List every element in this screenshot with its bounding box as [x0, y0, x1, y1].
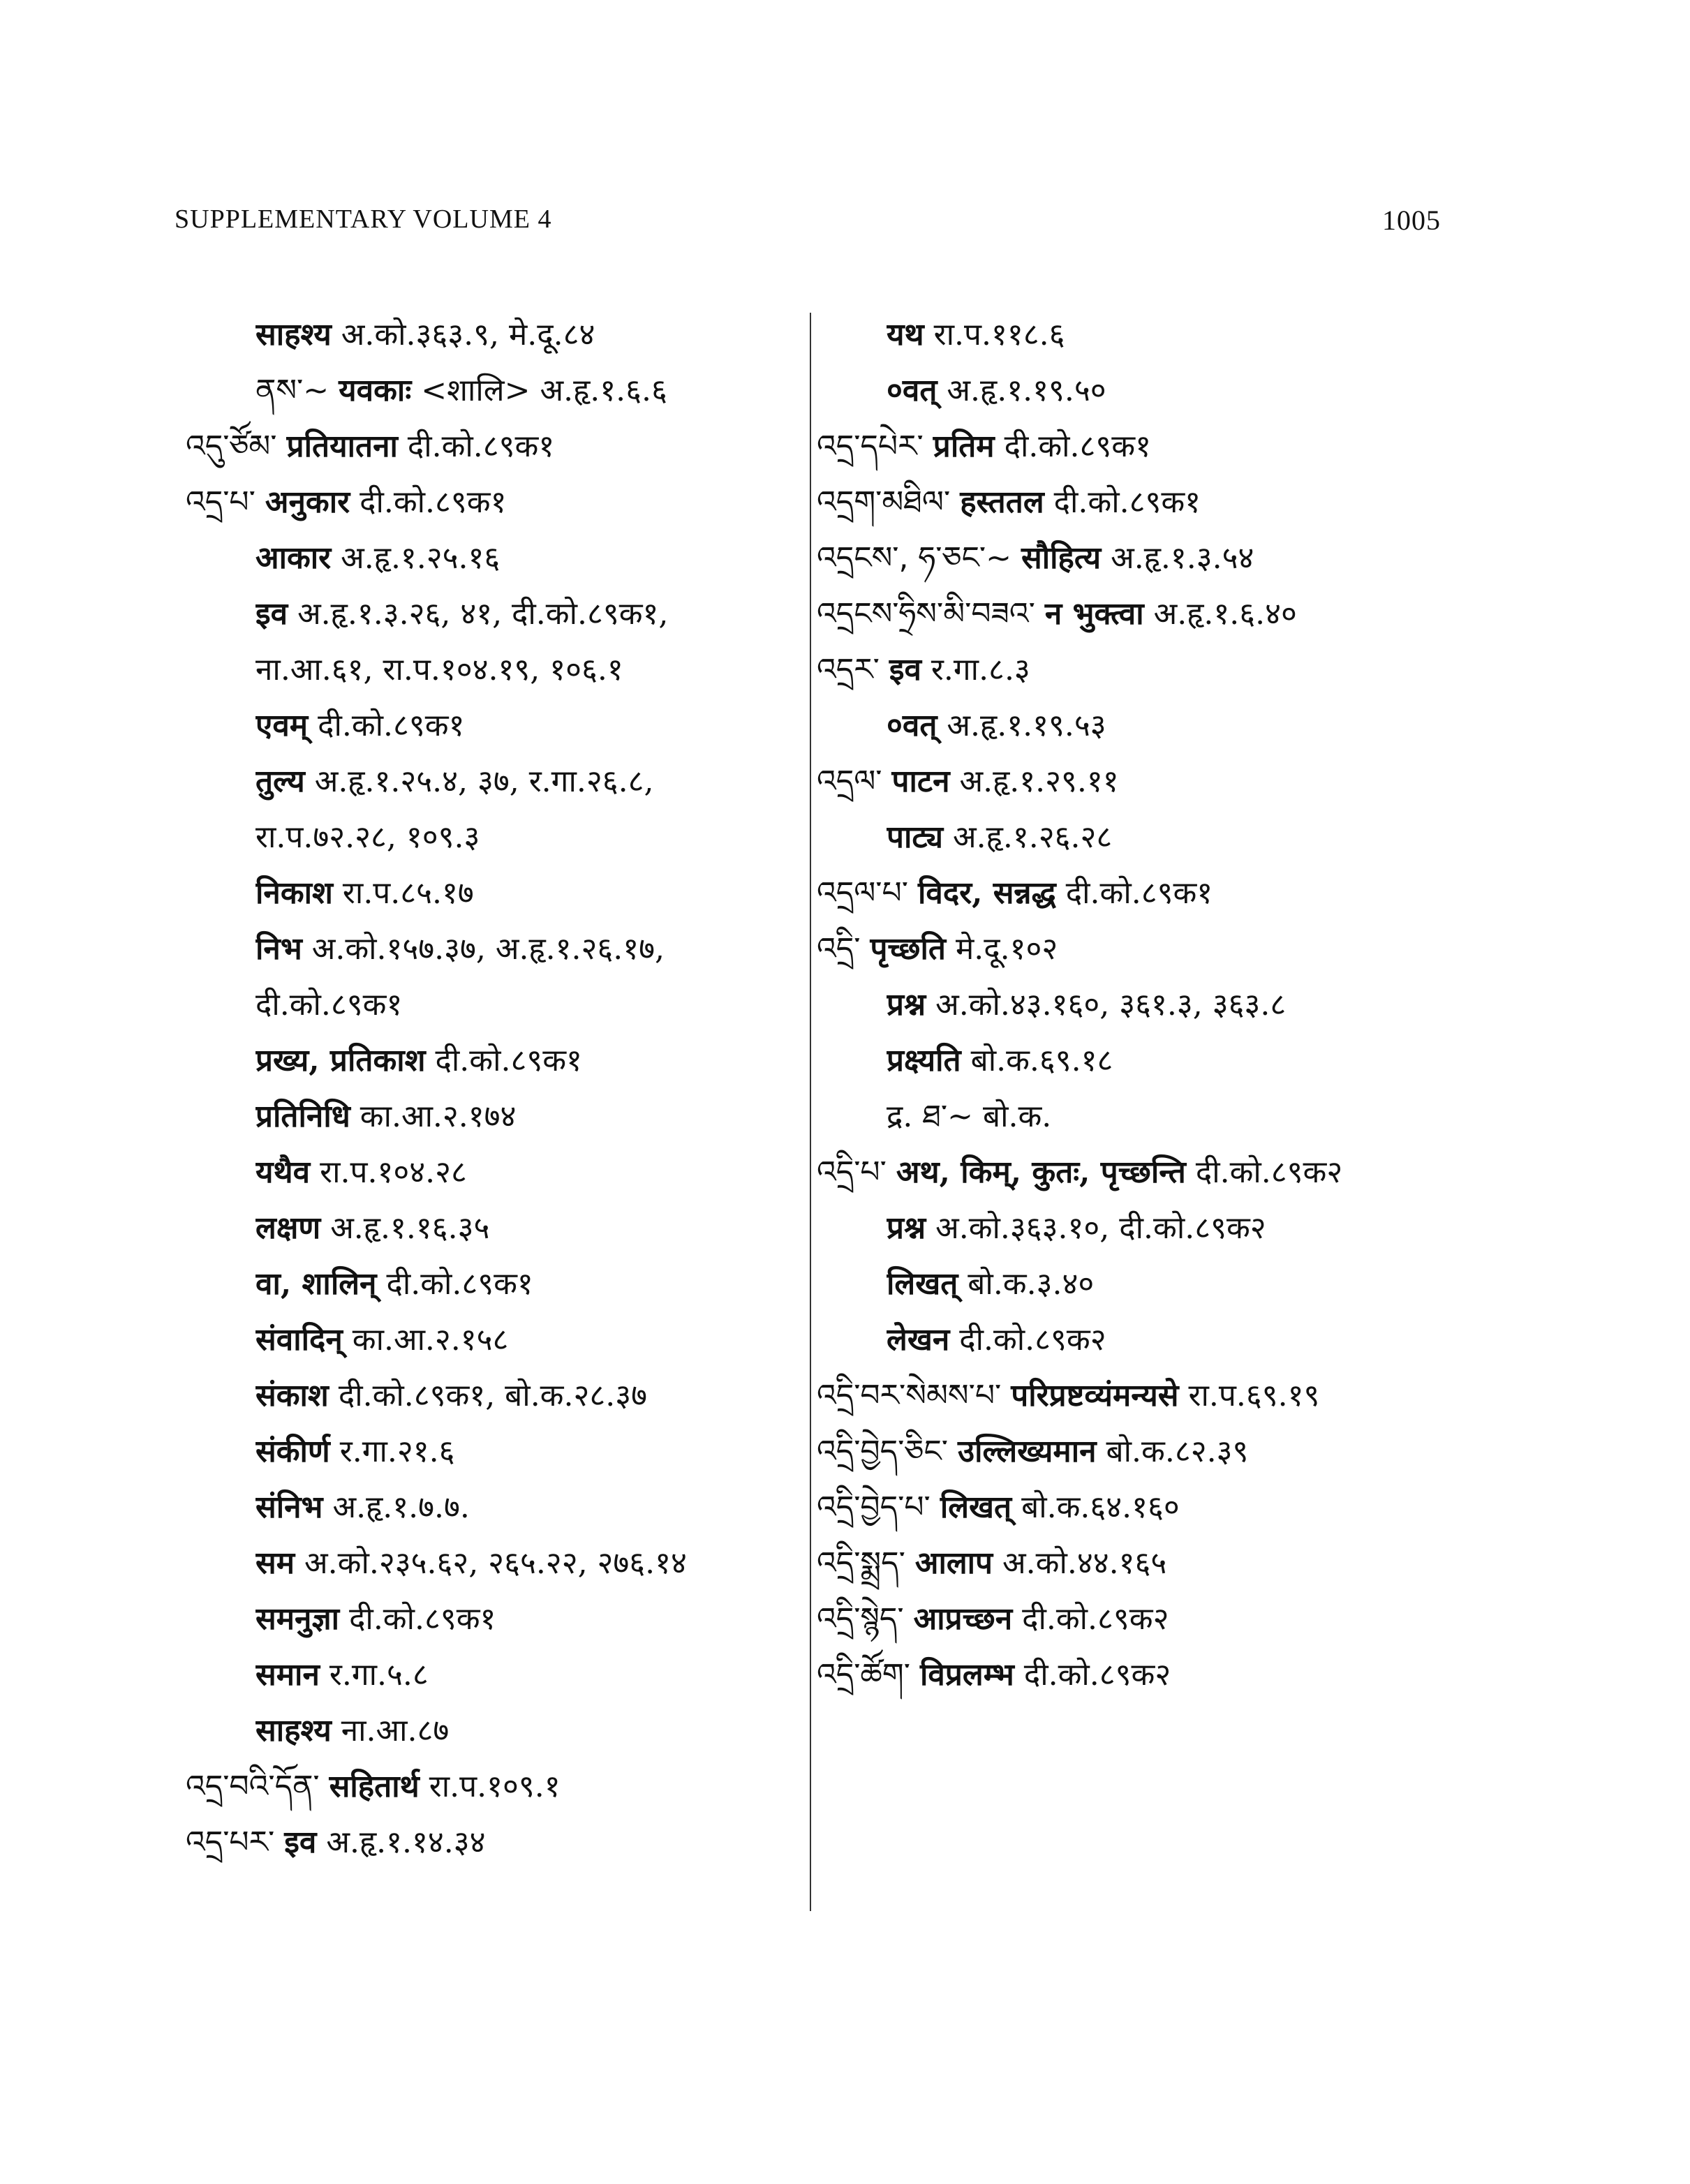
sanskrit-equivalent: ०वत् — [887, 708, 937, 743]
sanskrit-equivalent: यथ — [887, 317, 924, 352]
sense-entry — [887, 1089, 1480, 1145]
tibetan-term: འདྲ་དཔེར་ — [817, 429, 924, 464]
headword-entry — [186, 1759, 849, 1815]
sense-entry — [255, 754, 849, 810]
source-reference: अ.हृ.१.२५.४, ३७, र.गा.२६.८, — [304, 764, 654, 799]
source-reference: रा.प.१०९.१ — [419, 1769, 561, 1804]
sense-entry — [887, 1033, 1480, 1089]
sanskrit-equivalent: पृच्छति — [870, 931, 946, 967]
sense-entry — [255, 642, 849, 698]
sense-entry — [255, 307, 849, 363]
sense-entry — [255, 1536, 849, 1591]
source-reference: अ.हृ.१.१४.३४ — [316, 1825, 486, 1860]
source-reference: मे.दू.१०२ — [945, 931, 1058, 967]
sanskrit-equivalent: सम — [255, 1545, 295, 1581]
sense-entry — [887, 307, 1480, 363]
tibetan-term: འདྲི་བྱེད་ཅིང་ — [817, 1434, 948, 1469]
sanskrit-equivalent: एवम् — [255, 708, 309, 743]
source-reference: रा.प.८५.१७ — [332, 875, 474, 911]
sanskrit-equivalent: हस्ततल — [960, 484, 1044, 520]
sense-entry — [887, 1256, 1480, 1312]
sanskrit-equivalent: साहश्य — [255, 317, 332, 352]
source-reference: अ.हृ.१.६.४० — [1143, 596, 1297, 632]
source-reference: दी.को.८९क१ — [339, 1601, 496, 1637]
source-reference: दी.को.८९क१ — [994, 429, 1151, 464]
headword-entry — [817, 642, 1480, 698]
sanskrit-equivalent: लिखत् — [887, 1266, 958, 1302]
source-reference: अ.को.३६३.९, मे.दू.८४ — [331, 317, 595, 352]
sense-entry — [887, 1312, 1480, 1368]
source-reference: दी.को.८९क२ — [1014, 1657, 1171, 1693]
column-divider — [810, 313, 811, 1911]
source-reference: ना.आ.८७ — [331, 1713, 450, 1748]
tibetan-term: འདྲི་སྙེད་ — [817, 1601, 904, 1637]
sense-entry — [255, 586, 849, 642]
tibetan-term: འདྲི་ཚོག་ — [817, 1657, 910, 1693]
headword-entry — [817, 1368, 1480, 1424]
sense-entry — [255, 866, 849, 921]
sanskrit-equivalent: निभ — [255, 931, 302, 967]
left-column — [186, 307, 849, 1871]
headword-entry — [817, 586, 1480, 642]
running-title: SUPPLEMENTARY VOLUME 4 — [175, 205, 552, 234]
source-reference: र.गा.२१.६ — [329, 1434, 455, 1469]
source-reference: बो.क.६९.१८ — [961, 1043, 1113, 1078]
sanskrit-equivalent: प्रतिनिधि — [255, 1099, 350, 1134]
source-reference: रा.प.११८.६ — [924, 317, 1065, 352]
sense-entry — [255, 1480, 849, 1536]
sanskrit-equivalent: यवकाः — [339, 373, 412, 408]
source-reference: अ.हृ.१.७.७. — [323, 1490, 470, 1525]
sanskrit-equivalent: अथ, किम्, कुतः, पृच्छन्ति — [896, 1154, 1186, 1190]
sanskrit-equivalent: संकीर्ण — [255, 1434, 330, 1469]
sanskrit-equivalent: समान — [255, 1657, 320, 1693]
sense-entry — [255, 363, 849, 419]
headword-entry — [817, 754, 1480, 810]
tibetan-term: འདྲི་བྱེད་པ་ — [817, 1490, 931, 1525]
sanskrit-equivalent: इव — [889, 652, 921, 688]
sanskrit-equivalent: संकाश — [255, 1378, 329, 1413]
sanskrit-equivalent: निकाश — [255, 875, 333, 911]
sense-entry — [887, 1201, 1480, 1256]
sense-entry — [255, 1703, 849, 1759]
source-reference: बो.क.८२.३९ — [1096, 1434, 1249, 1469]
sanskrit-equivalent: वा, शालिन् — [255, 1266, 377, 1302]
sense-entry — [255, 1089, 849, 1145]
sanskrit-equivalent: सौहित्य — [1021, 540, 1102, 576]
sanskrit-equivalent: प्रतिम — [933, 429, 995, 464]
tibetan-term: འདྲི་བར་སེམས་པ་ — [817, 1378, 1002, 1413]
right-column — [817, 307, 1480, 1703]
sanskrit-equivalent: यथैव — [255, 1154, 311, 1190]
headword-entry — [817, 1647, 1480, 1703]
tibetan-term: ནས་~ — [255, 373, 329, 408]
headword-entry — [817, 1536, 1480, 1591]
sanskrit-equivalent: प्रक्ष्यति — [887, 1043, 961, 1078]
sanskrit-equivalent: आलाप — [914, 1545, 993, 1581]
source-reference: अ.हृ.१.३.२६, ४१, दी.को.८९क१, — [288, 596, 669, 632]
tibetan-term: འདྲི་སྨྲད་ — [817, 1545, 905, 1581]
source-reference: अ.को.४४.१६५ — [993, 1545, 1167, 1581]
source-reference: दी.को.८९क१ — [397, 429, 555, 464]
headword-entry — [186, 419, 849, 475]
source-reference: का.आ.२.१७४ — [350, 1099, 517, 1134]
sanskrit-equivalent: प्रश्न — [887, 1210, 926, 1246]
page-number: 1005 — [1382, 205, 1441, 236]
source-reference: अ.हृ.१.१९.५० — [937, 373, 1106, 408]
source-reference: रा.प.७२.२८, १०९.३ — [255, 819, 480, 855]
sense-entry — [255, 921, 849, 977]
source-reference: दी.को.८९क१ — [255, 987, 403, 1023]
sanskrit-equivalent: लिखत् — [940, 1490, 1012, 1525]
headword-entry — [817, 1591, 1480, 1647]
sanskrit-equivalent: आप्रच्छन — [913, 1601, 1013, 1637]
source-reference: <शालि> अ.हृ.१.६.६ — [411, 373, 667, 408]
sanskrit-equivalent: लक्षण — [255, 1210, 321, 1246]
tibetan-term: འདྲི་ — [817, 931, 861, 967]
source-reference: ना.आ.६१, रा.प.१०४.१९, १०६.१ — [255, 652, 623, 688]
source-reference: अ.हृ.१.२६.२८ — [943, 819, 1113, 855]
headword-entry — [186, 475, 849, 530]
headword-entry — [817, 419, 1480, 475]
sense-entry — [887, 977, 1480, 1033]
sense-entry — [255, 1033, 849, 1089]
sanskrit-equivalent: परिप्रष्टव्यंमन्यसे — [1011, 1378, 1179, 1413]
sense-entry — [255, 810, 849, 866]
source-reference: अ.हृ.१.१६.३५ — [320, 1210, 490, 1246]
tibetan-term: འདུ་ཙོམ་ — [186, 429, 277, 464]
sanskrit-equivalent: इव — [284, 1825, 317, 1860]
source-reference: दी.को.८९क१ — [1044, 484, 1201, 520]
tibetan-term: འདྲར་ — [817, 652, 880, 688]
source-reference: रा.प.१०४.२८ — [310, 1154, 467, 1190]
sense-entry — [255, 1647, 849, 1703]
source-reference: दी.को.८९क१ — [308, 708, 465, 743]
sense-entry — [255, 1368, 849, 1424]
sanskrit-equivalent: विदर, सन्नद्ध — [917, 875, 1056, 911]
sense-entry — [255, 1256, 849, 1312]
source-reference: दी.को.८९क१ — [425, 1043, 582, 1078]
tibetan-term: འདྲངས་, ཧ་ཅང་~ — [817, 540, 1011, 576]
source-reference: बो.क.६४.१६० — [1011, 1490, 1180, 1525]
sanskrit-equivalent: तुल्य — [255, 764, 305, 799]
tibetan-term: འདྲ་བའི་དོན་ — [186, 1769, 320, 1804]
source-reference: दी.को.८९क१ — [350, 484, 507, 520]
headword-entry — [186, 1815, 849, 1871]
source-reference: बो.क.३.४० — [958, 1266, 1095, 1302]
sanskrit-equivalent: सहितार्थ — [329, 1769, 420, 1804]
sanskrit-equivalent: न भुक्त्वा — [1044, 596, 1144, 632]
source-reference: दी.को.८९क१ — [376, 1266, 533, 1302]
sense-entry — [255, 698, 849, 754]
source-reference: का.आ.२.१५८ — [342, 1322, 509, 1358]
tibetan-term: འདྲག་མཐིལ་ — [817, 484, 951, 520]
sanskrit-equivalent: संवादिन् — [255, 1322, 343, 1358]
source-reference: अ.को.२३५.६२, २६५.२२, २७६.१४ — [295, 1545, 687, 1581]
tibetan-term: འདྲངས་ཧྲིས་མི་བཟའ་ — [817, 596, 1035, 632]
source-reference: अ.को.४३.१६०, ३६१.३, ३६३.८ — [926, 987, 1287, 1023]
headword-entry — [817, 921, 1480, 977]
source-reference: दी.को.८९क१ — [1055, 875, 1213, 911]
sense-entry — [887, 698, 1480, 754]
sense-entry — [255, 1312, 849, 1368]
sense-entry — [255, 1424, 849, 1480]
source-reference: अ.को.३६३.१०, दी.को.८९क२ — [926, 1210, 1266, 1246]
sanskrit-equivalent: प्रश्न — [887, 987, 926, 1023]
sanskrit-equivalent: अनुकार — [265, 484, 350, 520]
sanskrit-equivalent: उल्लिख्यमान — [957, 1434, 1097, 1469]
sense-entry — [887, 363, 1480, 419]
source-reference: दी.को.८९क२ — [1012, 1601, 1169, 1637]
source-reference: अ.हृ.१.१९.५३ — [937, 708, 1106, 743]
sense-entry — [887, 810, 1480, 866]
source-reference: अ.हृ.१.३.५४ — [1101, 540, 1254, 576]
headword-entry — [817, 1424, 1480, 1480]
sanskrit-equivalent: समनुज्ञा — [255, 1601, 340, 1637]
tibetan-term: འདྲ་པ་ — [186, 484, 255, 520]
headword-entry — [817, 866, 1480, 921]
headword-entry — [817, 1145, 1480, 1201]
source-reference: अ.हृ.१.२५.१६ — [331, 540, 501, 576]
tibetan-term: འདྲལ་ — [817, 764, 882, 799]
sanskrit-equivalent: साहश्य — [255, 1713, 332, 1748]
headword-entry — [817, 475, 1480, 530]
tibetan-term: འདྲ་པར་ — [186, 1825, 275, 1860]
headword-entry — [817, 1480, 1480, 1536]
sanskrit-equivalent: प्रख्य, प्रतिकाश — [255, 1043, 426, 1078]
source-reference: दी.को.८९क२ — [949, 1322, 1106, 1358]
sense-entry — [255, 1145, 849, 1201]
sanskrit-equivalent: ०वत् — [887, 373, 937, 408]
source-reference: रा.प.६९.१९ — [1178, 1378, 1320, 1413]
sense-entry — [255, 530, 849, 586]
sanskrit-equivalent: पाटन — [891, 764, 950, 799]
headword-entry — [817, 530, 1480, 586]
sense-entry — [255, 1201, 849, 1256]
tibetan-term: འདྲི་པ་ — [817, 1154, 887, 1190]
source-reference: दी.को.८९क१, बो.क.२८.३७ — [328, 1378, 647, 1413]
source-reference: र.गा.८.३ — [921, 652, 1030, 688]
source-reference: द्र. ཐ་~ बो.क. — [887, 1099, 1052, 1134]
sanskrit-equivalent: प्रतियातना — [286, 429, 398, 464]
sanskrit-equivalent: विप्रलम्भ — [919, 1657, 1014, 1693]
source-reference: अ.को.१५७.३७, अ.हृ.१.२६.१७, — [302, 931, 665, 967]
tibetan-term: འདྲལ་པ་ — [817, 875, 908, 911]
source-reference: र.गा.५.८ — [319, 1657, 429, 1693]
sanskrit-equivalent: लेखन — [887, 1322, 950, 1358]
source-reference: अ.हृ.१.२९.११ — [949, 764, 1119, 799]
sanskrit-equivalent: इव — [255, 596, 288, 632]
sanskrit-equivalent: संनिभ — [255, 1490, 323, 1525]
sense-entry — [255, 977, 849, 1033]
sanskrit-equivalent: पाट्य — [887, 819, 944, 855]
sense-entry — [255, 1591, 849, 1647]
sanskrit-equivalent: आकार — [255, 540, 332, 576]
source-reference: दी.को.८९क२ — [1185, 1154, 1343, 1190]
